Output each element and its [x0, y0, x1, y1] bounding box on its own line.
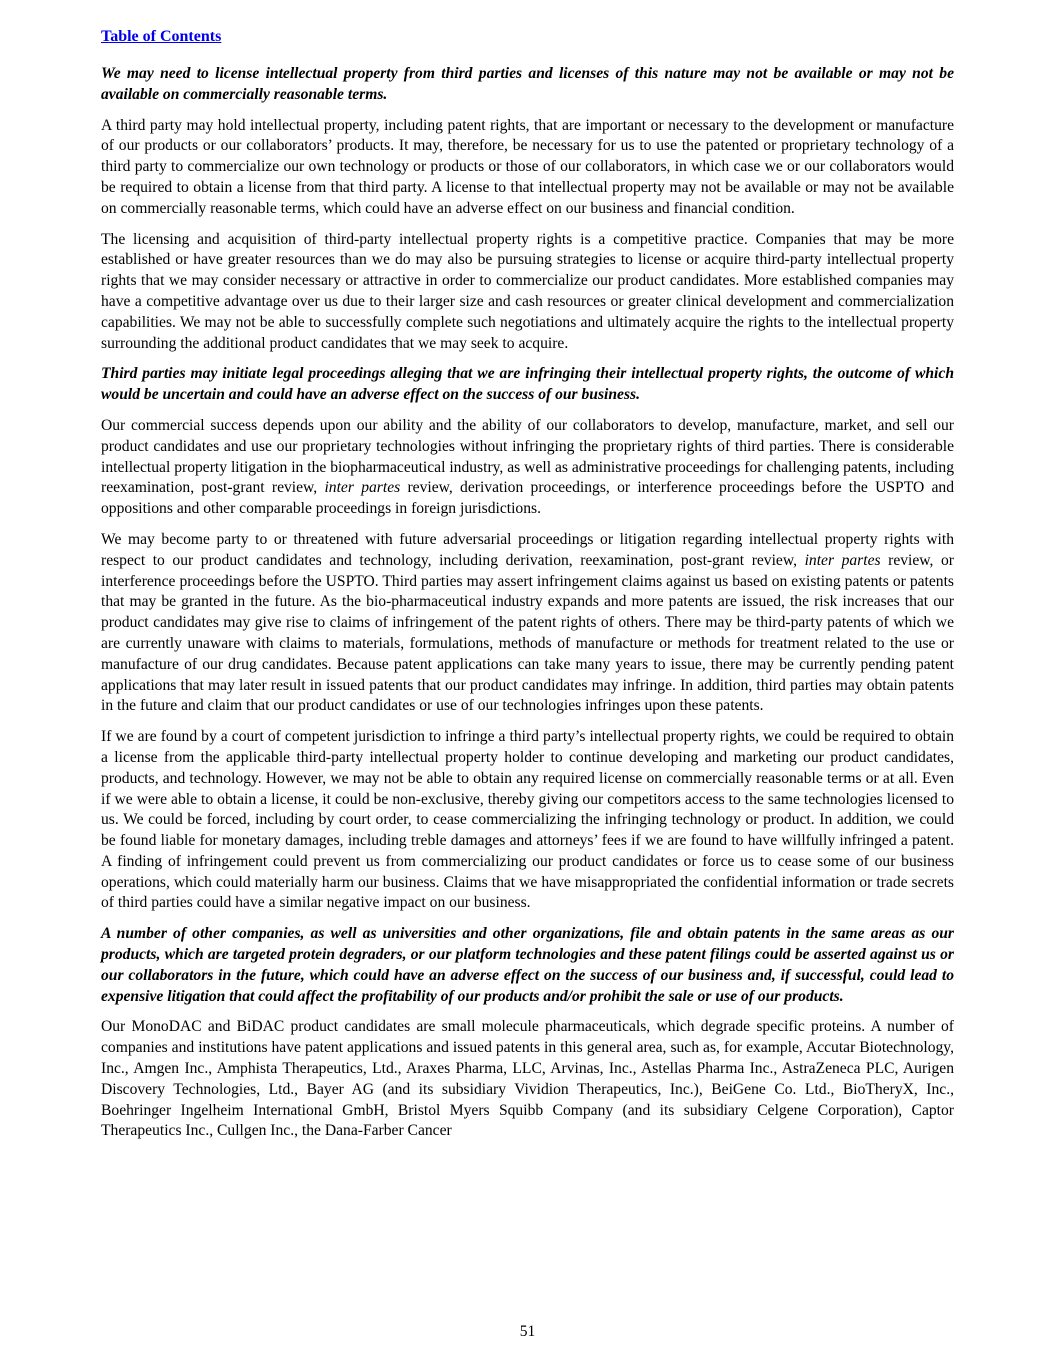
license-paragraph-1: A third party may hold intellectual property, including patent rights, that are important or necessary to the development or manufacture of our products or our collaborators’ products. It may, therefore, be necessary for us to use the patented or proprietary technology of a third party to commercialize our own technology or products or those of our collaborators, in which case we or our collaborators would be required to obtain a license from that third party. A license to that intellectual property may not be available or may not be available on commercially reasonable terms, which could have an adverse effect on our business and financial condition.	[101, 116, 954, 217]
italic-term: inter partes	[804, 551, 881, 569]
infringement-paragraph-3: If we are found by a court of competent jurisdiction to infringe a third party’s intellectual property rights, we could be required to obtain a license from the applicable third-party intellectual property holder to continue developing and marketing our product candidates, products, and technology. However, we may not be able to obtain any required license on commercially reasonable terms or at all. Even if we were able to obtain a license, it could be non-exclusive, thereby giving our competitors access to the same technologies licensed to us. We could be forced, including by court order, to cease commercializing the infringing technology or product. In addition, we could be found liable for monetary damages, including treble damages and attorneys’ fees if we are found to have willfully infringed a patent. A finding of infringement could prevent us from commercializing our product candidates or force us to cease some of our business operations, which could materially harm our business. Claims that we have misappropriated the confidential information or trade secrets of third parties could have a similar negative impact on our business.	[101, 728, 954, 912]
other-companies-risk-heading: A number of other companies, as well as universities and other organizations, file and obtain patents in the same areas as our products, which are targeted protein degraders, or our platform technologies and these patent filings could be asserted against us or our collaborators in the future, which could have an adverse effect on the success of our business and, if successful, could lead to expensive litigation that could affect the profitability of our products and/or prohibit the sale or use of our products.	[101, 925, 954, 1005]
license-risk-heading: We may need to license intellectual property from third parties and licenses of this nature may not be available or may not be available on commercially reasonable terms.	[101, 65, 954, 103]
paragraph-text: We may become party to or threatened with future adversarial proceedings or litigation regarding intellectual property rights with respect to our product candidates and technology, including derivation, reexamination, post-grant review,	[101, 530, 954, 569]
infringement-paragraph-1	[101, 416, 954, 520]
paragraph-text: review, or interference proceedings before the USPTO. Third parties may assert infringement claims against us based on existing patents or patents that may be granted in the future. As the bio-pharmaceutical industry expands and more patents are issued, the risk increases that our product candidates may give rise to claims of infringement of the patent rights of others. There may be third-party patents of which we are currently unaware with claims to materials, formulations, methods of manufacture or methods for treatment related to the use or manufacture of our drug candidates. Because patent applications can take many years to issue, there may be currently pending patent applications that may later result in issued patents that our product candidates may infringe. In addition, third parties may obtain patents in the future and claim that our product candidates or use of our technologies infringes upon these patents.	[101, 551, 954, 715]
document-page	[101, 27, 954, 1152]
infringement-risk-heading: Third parties may initiate legal proceedings alleging that we are infringing their intellectual property rights, the outcome of which would be uncertain and could have an adverse effect on the success of our business.	[101, 365, 954, 404]
license-paragraph-2: The licensing and acquisition of third-party intellectual property rights is a competitive practice. Companies that may be more established or have greater resources than we do may also be pursuing strategies to license or acquire third-party intellectual property rights that we may consider necessary or attractive in order to commercialize our product candidates. More established companies may have a competitive advantage over us due to their larger size and cash resources or greater clinical development and commercialization capabilities. We may not be able to successfully complete such negotiations and ultimately acquire the rights to the intellectual property surrounding the additional product candidates that we may seek to acquire.	[101, 230, 954, 352]
italic-term: inter partes	[324, 479, 401, 497]
paragraph-text: review, derivation proceedings, or interference proceedings before the USPTO and oppositions and other comparable proceedings in foreign jurisdictions.	[101, 479, 955, 518]
paragraph-text: Our commercial success depends upon our ability and the ability of our collaborators to develop, manufacture, market, and sell our product candidates and use our proprietary technologies without infringing the proprietary rights of third parties. There is considerable intellectual property litigation in the biopharmaceutical industry, as well as administrative proceedings for challenging patents, including reexamination, post-grant review,	[101, 416, 954, 497]
table-of-contents-link[interactable]: Table of Contents	[101, 28, 222, 45]
page-number: 51	[519, 1323, 536, 1340]
infringement-paragraph-2	[101, 530, 954, 717]
other-companies-paragraph-1: Our MonoDAC and BiDAC product candidates are small molecule pharmaceuticals, which degrade specific proteins. A number of companies and institutions have patent applications and issued patents in this general area, such as, for example, Accutar Biotechnology, Inc., Amgen Inc., Amphista Therapeutics, Ltd., Araxes Pharma, LLC, Arvinas, Inc., Astellas Pharma Inc., AstraZeneca PLC, Aurigen Discovery Technologies, Ltd., Bayer AG (and its subsidiary Vividion Therapeutics, Inc.), BeiGene Co. Ltd., BioTheryX, Inc., Boehringer Ingelheim International GmbH, Bristol Myers Squibb Company (and its subsidiary Celgene Corporation), Captor Therapeutics Inc., Cullgen Inc., the Dana-Farber Cancer	[101, 1018, 954, 1140]
